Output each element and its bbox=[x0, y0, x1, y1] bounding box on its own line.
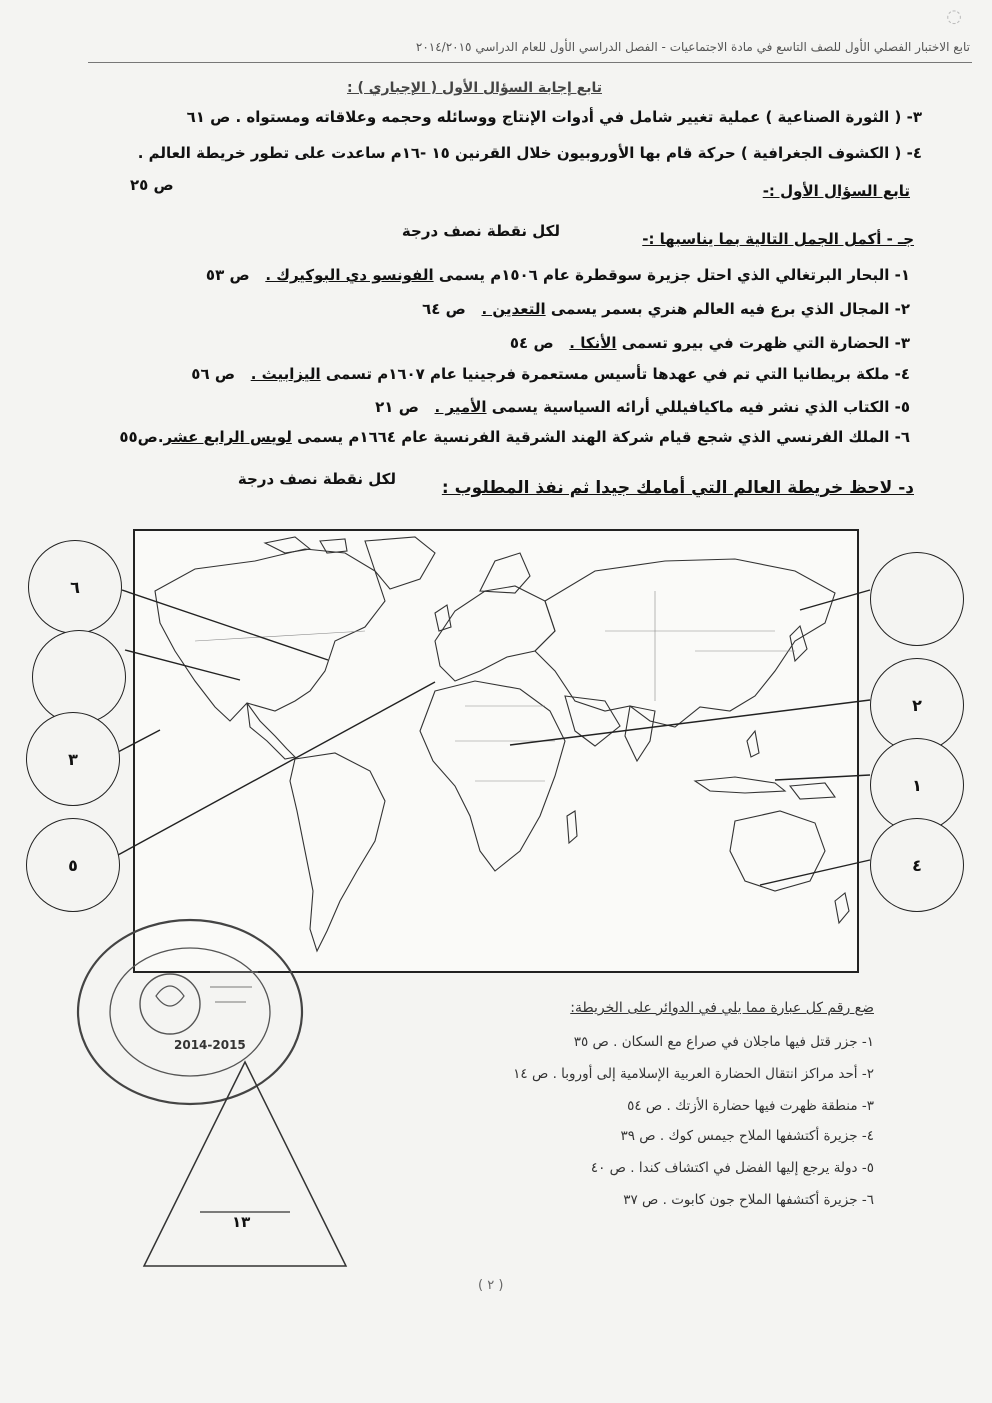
corner-mark: ◌ bbox=[946, 6, 962, 27]
header-line: تابع الاختبار الفصلي الأول للصف التاسع في مادة الاجتماعيات - الفصل الدراسي الأول للعام الدراسي ٢٠١٤/٢٠١٥ bbox=[415, 40, 970, 54]
instruction-item-2: ٢- أحد مراكز انتقال الحضارة العربية الإسلامية إلى أوروبا . ص ١٤ bbox=[513, 1066, 874, 1082]
section-c-title: جـ - أكمل الجمل التالية بما يناسبها :- bbox=[642, 230, 914, 248]
item-text: ٥- الكتاب الذي نشر فيه ماكيافيللي أرائه السياسية يسمى bbox=[486, 398, 910, 416]
item-answer: اليزابيث . bbox=[250, 365, 321, 383]
instruction-item-1: ١- جزر قتل فيها ماجلان في صراع مع السكان . ص ٣٥ bbox=[573, 1034, 874, 1050]
instruction-item-5: ٥- دولة يرجع إليها الفضل في اكتشاف كندا . ص ٤٠ bbox=[590, 1160, 874, 1176]
map-circle-left-2[interactable] bbox=[32, 630, 126, 724]
item-text: ١- البحار البرتغالي الذي احتل جزيرة سوقطرة عام ١٥٠٦م يسمى bbox=[433, 266, 910, 284]
triangle-figure bbox=[140, 1060, 350, 1270]
section-d-grading: لكل نقطة نصف درجة bbox=[237, 470, 396, 488]
item-answer: الفونسو دي البوكيرك . bbox=[265, 266, 434, 284]
item-answer: لويس الرابع عشر bbox=[163, 428, 292, 446]
item-page: ص ٥٤ bbox=[509, 334, 554, 352]
item-page: ص ٥٣ bbox=[205, 266, 250, 284]
item-text: ٤- ملكة بريطانيا التي تم في عهدها تأسيس مستعمرة فرجينيا عام ١٦٠٧م تسمى bbox=[320, 365, 910, 383]
item-page: .ص٥٥ bbox=[119, 428, 164, 446]
instruction-item-4: ٤- جزيرة أكتشفها الملاح جيمس كوك . ص ٣٩ bbox=[620, 1128, 874, 1144]
stamp-year: 2014-2015 bbox=[174, 1038, 246, 1052]
page-marker: ( ٢ ) bbox=[478, 1278, 504, 1293]
map-circle-right-1[interactable] bbox=[870, 552, 964, 646]
section-c-grading: لكل نقطة نصف درجة bbox=[401, 222, 560, 240]
item-answer: الأنكا . bbox=[569, 334, 617, 352]
instructions-title: ضع رقم كل عبارة مما يلي في الدوائر على الخريطة: bbox=[570, 1000, 874, 1016]
item-answer: التعدين . bbox=[481, 300, 546, 318]
map-circle-left-3[interactable]: ٣ bbox=[26, 712, 120, 806]
item-page: ص ٢١ bbox=[375, 398, 419, 416]
instruction-item-6: ٦- جزيرة أكتشفها الملاح جون كابوت . ص ٣٧ bbox=[623, 1192, 874, 1208]
map-circle-right-2[interactable]: ٢ bbox=[870, 658, 964, 752]
triangle-number: ١٣ bbox=[232, 1213, 251, 1231]
item-text: ٣- الحضارة التي ظهرت في بيرو تسمى bbox=[616, 334, 910, 352]
top-item-4: ٤- ( الكشوف الجغرافية ) حركة قام بها الأوروبيون خلال القرنين ١٥ -١٦م ساعدت على تطور خريطة العالم . bbox=[137, 144, 922, 162]
map-circle-left-4[interactable]: ٥ bbox=[26, 818, 120, 912]
instruction-item-3: ٣- منطقة ظهرت فيها حضارة الأزتك . ص ٥٤ bbox=[627, 1098, 874, 1114]
item-page: ص ٦٤ bbox=[422, 300, 466, 318]
item-text: ٢- المجال الذي برع فيه العالم هنري بسمر يسمى bbox=[545, 300, 910, 318]
item-answer: الأمير . bbox=[434, 398, 487, 416]
map-circle-left-1[interactable]: ٦ bbox=[28, 540, 122, 634]
item-page: ص ٥٦ bbox=[191, 365, 236, 383]
map-circle-right-4[interactable]: ٤ bbox=[870, 818, 964, 912]
item-text: ٦- الملك الفرنسي الذي شجع قيام شركة الهند الشرقية الفرنسية عام ١٦٦٤م يسمى bbox=[291, 428, 910, 446]
section-d-title: د- لاحظ خريطة العالم التي أمامك جيدا ثم نفذ المطلوب : bbox=[441, 478, 914, 498]
section-title: تابع إجابة السؤال الأول ( الإجباري ) : bbox=[346, 80, 602, 96]
top-item-3: ٣- ( الثورة الصناعية ) عملية تغيير شامل في أدوات الإنتاج ووسائله وحجمه وعلاقاته ومستواه . ص ٦١ bbox=[186, 108, 922, 126]
top-item-4-page: ص ٢٥ bbox=[130, 176, 174, 194]
map-circle-right-3[interactable]: ١ bbox=[870, 738, 964, 832]
continuation-title: تابع السؤال الأول :- bbox=[762, 182, 910, 200]
